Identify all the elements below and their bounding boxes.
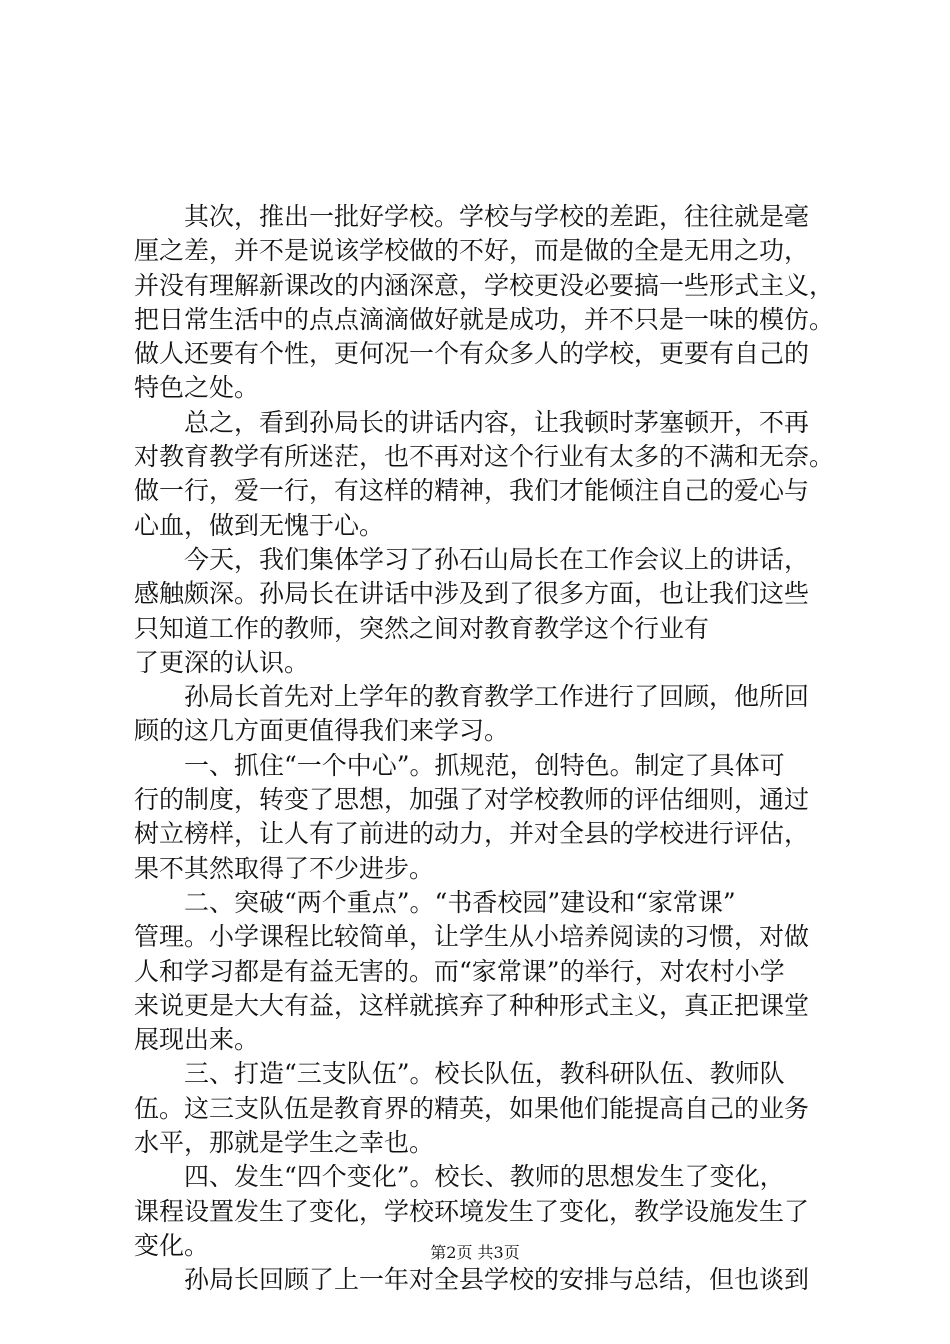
text-line: 伍。这三支队伍是教育界的精英，如果他们能提高自己的业务 [134, 1093, 810, 1123]
text-line: 顾的这几方面更值得我们来学习。 [134, 716, 510, 746]
paragraph-first-line: 三、打造“三支队伍”。校长队伍，教科研队伍、教师队 [184, 1059, 785, 1089]
text-line: 做一行，爱一行，有这样的精神，我们才能倾注自己的爱心与 [134, 476, 810, 506]
text-line: 变化。 [134, 1230, 210, 1260]
text-line: 把日常生活中的点点滴滴做好就是成功，并不只是一味的模仿。 [134, 304, 835, 334]
text-line: 人和学习都是有益无害的。而“家常课”的举行，对农村小学 [134, 956, 785, 986]
text-line: 水平，那就是学生之幸也。 [134, 1128, 435, 1158]
text-line: 展现出来。 [134, 1025, 260, 1055]
text-line: 来说更是大大有益，这样就摈弃了种种形式主义，真正把课堂 [134, 990, 810, 1020]
text-line: 管理。小学课程比较简单，让学生从小培养阅读的习惯，对做 [134, 922, 810, 952]
paragraph-first-line: 孙局长首先对上学年的教育教学工作进行了回顾，他所回 [184, 682, 810, 712]
page-number-footer: 第2页 共3页 [430, 1243, 520, 1262]
paragraph-first-line: 一、抓住“一个中心”。抓规范，创特色。制定了具体可 [184, 750, 785, 780]
text-line: 感触颇深。孙局长在讲话中涉及到了很多方面，也让我们这些 [134, 579, 810, 609]
text-line: 只知道工作的教师，突然之间对教育教学这个行业有 [134, 613, 710, 643]
paragraph-first-line: 其次，推出一批好学校。学校与学校的差距，往往就是毫 [184, 202, 810, 231]
text-line: 厘之差，并不是说该学校做的不好，而是做的全是无用之功， [134, 236, 810, 266]
paragraph-first-line: 四、发生“四个变化”。校长、教师的思想发生了变化， [184, 1162, 785, 1192]
text-line: 对教育教学有所迷茫，也不再对这个行业有太多的不满和无奈。 [134, 442, 835, 472]
paragraph-first-line: 总之，看到孙局长的讲话内容，让我顿时茅塞顿开，不再 [184, 407, 810, 437]
paragraph-first-line: 二、突破“两个重点”。“书香校园”建设和“家常课” [184, 887, 736, 917]
paragraph-first-line: 今天，我们集体学习了孙石山局长在工作会议上的讲话， [184, 544, 810, 574]
text-line: 树立榜样，让人有了前进的动力，并对全县的学校进行评估， [134, 819, 810, 849]
text-line: 课程设置发生了变化，学校环境发生了变化，教学设施发生了 [134, 1196, 810, 1226]
text-line: 行的制度，转变了思想，加强了对学校教师的评估细则，通过 [134, 785, 810, 815]
paragraph-first-line: 孙局长回顾了上一年对全县学校的安排与总结，但也谈到 [184, 1265, 810, 1295]
text-line: 做人还要有个性，更何况一个有众多人的学校，更要有自己的 [134, 339, 810, 369]
text-line: 特色之处。 [134, 373, 260, 403]
document-body [134, 200, 844, 1298]
text-line: 并没有理解新课改的内涵深意，学校更没必要搞一些形式主义， [134, 270, 835, 300]
text-line: 心血，做到无愧于心。 [134, 510, 385, 540]
text-line: 果不其然取得了不少进步。 [134, 853, 435, 883]
text-line: 了更深的认识。 [134, 647, 310, 677]
